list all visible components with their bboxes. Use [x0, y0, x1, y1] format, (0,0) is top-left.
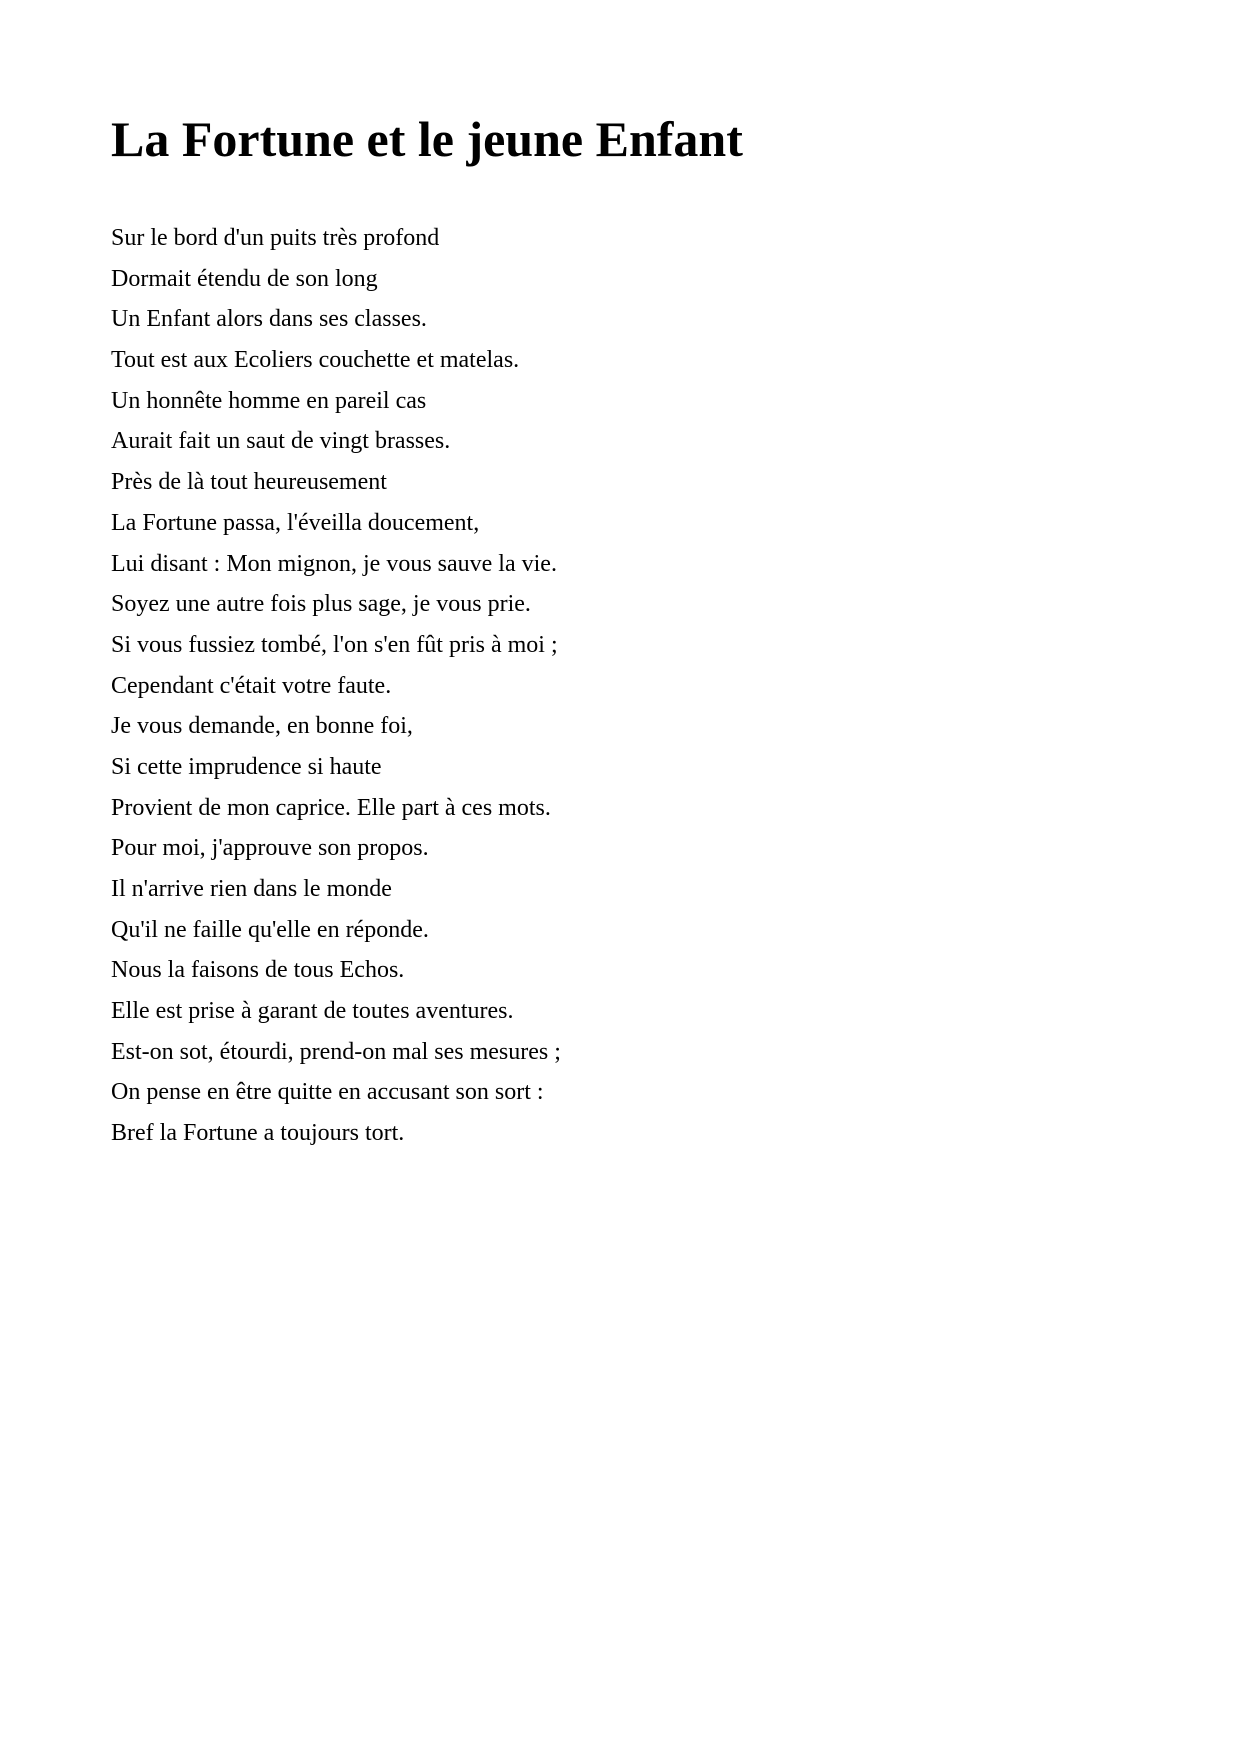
- verse-line: Cependant c'était votre faute.: [111, 672, 392, 699]
- verse-line: Bref la Fortune a toujours tort.: [111, 1120, 405, 1147]
- verse-line: On pense en être quitte en accusant son sort :: [111, 1079, 544, 1106]
- verse-line: La Fortune passa, l'éveilla doucement,: [111, 509, 480, 536]
- verse-line: Lui disant : Mon mignon, je vous sauve la vie.: [111, 550, 557, 577]
- verse-line: Si vous fussiez tombé, l'on s'en fût pris à moi ;: [111, 631, 558, 658]
- verse-line: Nous la faisons de tous Echos.: [111, 957, 405, 984]
- verse-line: Qu'il ne faille qu'elle en réponde.: [111, 916, 429, 943]
- verse-line: Près de là tout heureusement: [111, 469, 387, 496]
- verse-line: Un honnête homme en pareil cas: [111, 387, 427, 414]
- verse-line: Je vous demande, en bonne foi,: [111, 713, 413, 740]
- verse-line: Si cette imprudence si haute: [111, 753, 382, 780]
- verse-line: Provient de mon caprice. Elle part à ces mots.: [111, 794, 551, 821]
- verse-line: Est-on sot, étourdi, prend-on mal ses mesures ;: [111, 1038, 561, 1065]
- verse-line: Elle est prise à garant de toutes aventures.: [111, 998, 514, 1025]
- verse-line: Sur le bord d'un puits très profond: [111, 225, 440, 251]
- verse-line: Pour moi, j'approuve son propos.: [111, 835, 429, 862]
- page-title: La Fortune et le jeune Enfant: [111, 111, 743, 167]
- verse-line: Aurait fait un saut de vingt brasses.: [111, 428, 451, 455]
- verse-line: Dormait étendu de son long: [111, 265, 378, 292]
- verse-line: Un Enfant alors dans ses classes.: [111, 306, 427, 333]
- verse-line: Soyez une autre fois plus sage, je vous prie.: [111, 591, 531, 618]
- verse-line: Il n'arrive rien dans le monde: [111, 876, 392, 902]
- poem-verses: [111, 218, 561, 1154]
- verse-line: Tout est aux Ecoliers couchette et matelas.: [111, 347, 520, 374]
